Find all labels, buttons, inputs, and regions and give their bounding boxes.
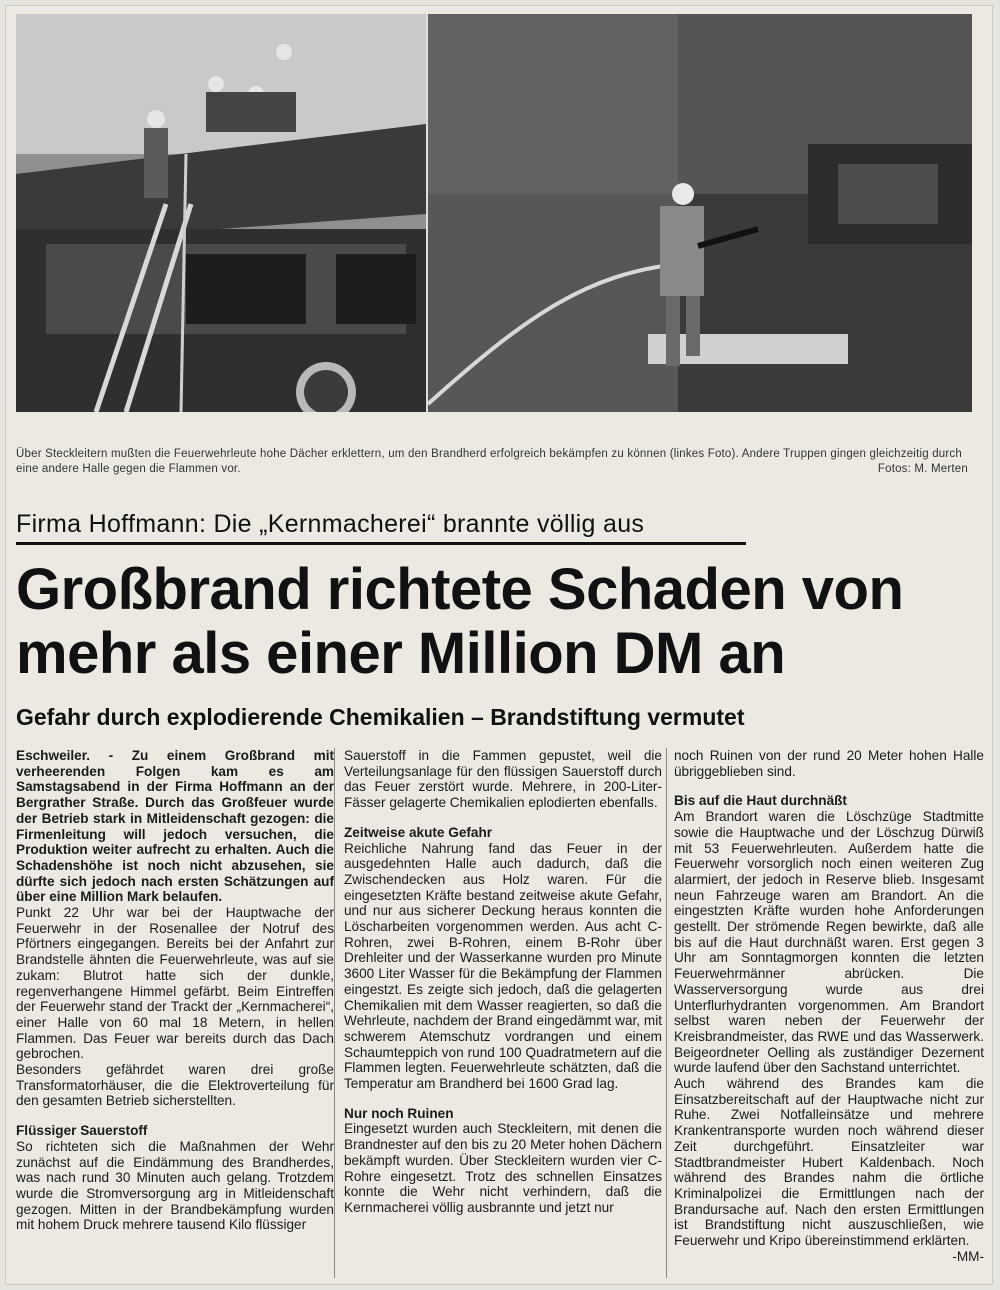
article-paragraph: Punkt 22 Uhr war bei der Hauptwache der Feuerwehr in der Rosenallee der Notruf des Pförtners eingegangen. Bereits bei der Anfahrt zur Brandstelle ähnten die Feuerwehrleute, was auf sie zukam: Blutrot hatte sich der dunkle, regenverhangene Himmel gefärbt. Beim Eintreffen der Feuerwehr stand der Trackt der „Kernmacherei“, einer Halle von 60 mal 18 Metern, in hellen Flammen. Das Feuer war bereits durch das Dach gebrochen. xyxy=(16,905,334,1062)
headline-line-1: Großbrand richtete Schaden von xyxy=(16,557,904,622)
section-heading: Flüssiger Sauerstoff xyxy=(16,1123,148,1139)
subheadline: Gefahr durch explodierende Chemikalien – Brandstiftung vermutet xyxy=(16,704,745,730)
article-paragraph: Besonders gefährdet waren drei große Transformatorhäuser, die die Elektroverteilung für den gesamten Betrieb sicherstellten. xyxy=(16,1062,334,1109)
section-heading: Nur noch Ruinen xyxy=(344,1105,454,1121)
photo-credit: Fotos: M. Merten xyxy=(877,463,968,475)
article-column-3 xyxy=(674,748,984,1265)
column-rule xyxy=(666,748,667,1278)
article-column-2 xyxy=(344,748,662,1216)
photo-strip xyxy=(16,14,972,412)
column-rule xyxy=(334,748,335,1278)
article-paragraph: Sauerstoff in die Fammen gepustet, weil die Verteilungsanlage für den flüssigen Sauerstoff durch das Feuer zerstört wurde. Mehrere, in 200-Liter-Fässer gelagerte Chemikalien eplodierten ebenfalls. xyxy=(344,748,662,811)
caption-text: Über Steckleitern mußten die Feuerwehrleute hohe Dächer erklettern, um den Brandherd erfolgreich bekämpfen zu können (linkes Foto). Andere Truppen gingen gleichzeitig durch eine andere Halle gegen die Flammen vor. xyxy=(16,448,962,475)
section-heading: Zeitweise akute Gefahr xyxy=(344,824,493,840)
article-paragraph: Am Brandort waren die Löschzüge Stadtmitte sowie die Hauptwache und der Löschzug Dürwiß mit 53 Feuerwehrleuten. Außerdem hatte die Feuerwehr vorsorglich noch einen weiteren Zug alarmiert, der jedoch in Reserve blieb. Insgesamt neun Fahrzeuge waren am Brandort. An die eingestzten Kräfte wurden hohe Anforderungen gestellt. Der strömende Regen bewirkte, daß alle bis auf die Haut durchnäßt waren. Erst gegen 3 Uhr am Sonntagmorgen konnten die letzten Feuerwehrmänner abrücken. Die Wasserversorgung wurde aus drei Unterflurhydranten vorgenommen. Am Brandort selbst waren neben der Feuerwehr der Kreisbrandmeister, das RWE und das Wasserwerk. Beigeordneter Oelling als zuständiger Dezernent wurde laufend über den Sachstand unterrichtet. xyxy=(674,809,984,1076)
kicker-line: Firma Hoffmann: Die „Kernmacherei“ brannte völlig aus xyxy=(16,510,645,538)
kicker-underline xyxy=(16,542,746,545)
article-paragraph: Eingesetzt wurden auch Steckleitern, mit denen die Brandnester auf den bis zu 20 Meter hohen Dächern bekämpft wurden. Über Steckleitern wurden vier C-Rohre eingesetzt. Trotz des schnellen Einsatzes konnte die Wehr nicht verhindern, daß die Kernmacherei völlig ausbrannte und jetzt nur xyxy=(344,1121,662,1215)
article-column-1 xyxy=(16,748,334,1233)
author-signature: -MM- xyxy=(952,1248,984,1264)
article-paragraph: noch Ruinen von der rund 20 Meter hohen Halle übriggeblieben sind. xyxy=(674,748,984,779)
section-heading: Bis auf die Haut durchnäßt xyxy=(674,793,847,809)
article-lead: Eschweiler. - Zu einem Großbrand mit verheerenden Folgen kam es am Samstagsabend in der Firma Hoffmann an der Bergrather Straße. Durch das Großfeuer wurde der Betrieb stark in Mitleidenschaft gezogen: die Firmenleitung will jedoch versuchen, die Produktion weiter aufrecht zu erhalten. Auch die Schadenshöhe ist noch nicht abzusehen, sie dürfte sich jedoch nach ersten Schätzungen auf über eine Million Mark belaufen. xyxy=(16,748,334,905)
article-paragraph: Reichliche Nahrung fand das Feuer in der ausgedehnten Halle auch dadurch, daß die Zwischendecken aus Holz waren. Für die eingesetzten Kräfte bestand zeitweise akute Gefahr, und nur aus sicherer Deckung heraus konnten die Löscharbeiten vorgenommen werden. Aus acht C-Rohren, zwei B-Rohren, einem B-Rohr über Drehleiter und der Wasserkanne wurden pro Minute 3600 Liter Wasser für die Bekämpfung der Flammen eingestzt. Es zeigte sich jedoch, daß die gelagerten Chemikalien mit dem Wasser reagierten, so daß die Wehrleute, nachdem der Brand eingedämmt war, mit schwerem Atemschutz vordrangen und einem Schaumteppich von rund 100 Quadratmetern auf die Flammen legten. Feuerwehrleute schätzten, daß die Temperatur am Brandherd bei 1600 Grad lag. xyxy=(344,840,662,1092)
article-paragraph: Auch während des Brandes kam die Einsatzbereitschaft auf der Hauptwache nicht zur Ruhe. Zwei Notfalleinsätze und mehrere Krankentransporte wurden noch während dieser Zeit durchgeführt. Einsatzleiter war Stadtbrandmeister Hubert Kaldenbach. Noch während des Brandes nahm die örtliche Kriminalpolizei die Ermittlungen nach der Brandursache auf. Nach den ersten Ermittlungen ist Brandstiftung nicht auszuschließen, wie Feuerwehr und Kripo übereinstimmend erklärten. xyxy=(674,1076,984,1249)
headline xyxy=(16,558,986,686)
headline-line-2: mehr als einer Million DM an xyxy=(16,621,786,686)
photo-caption xyxy=(16,447,976,477)
article-paragraph: So richteten sich die Maßnahmen der Wehr zunächst auf die Eindämmung des Brandherdes, was nach rund 30 Minuten auch gelang. Trotzdem wurde die Stromversorgung arg in Mitleidenschaft gezogen. Mitten in der Brandbekämpfung wurden mit hohem Druck mehrere tausend Kilo flüssiger xyxy=(16,1138,334,1233)
photo-left-firefighters-on-roof xyxy=(16,14,426,412)
photo-right-firefighter-with-hose xyxy=(428,14,972,412)
